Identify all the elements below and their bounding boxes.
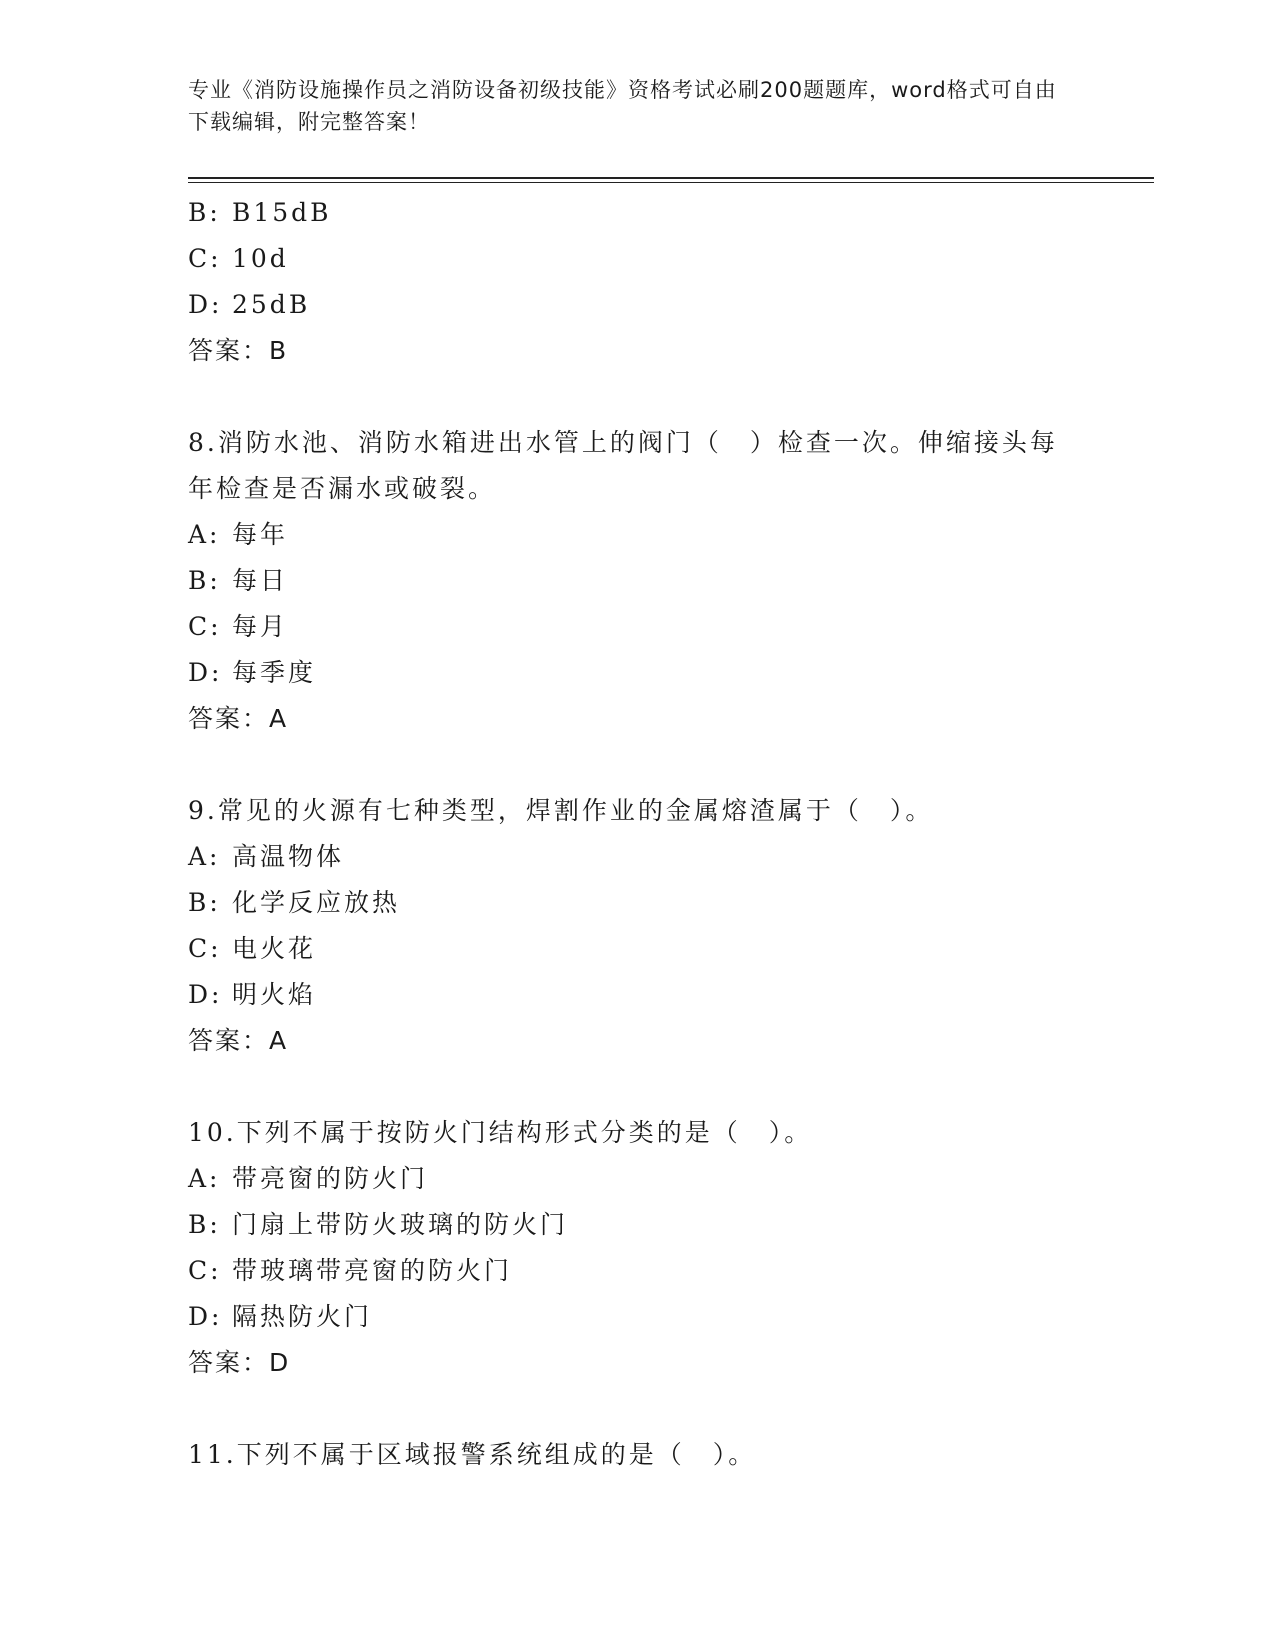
option-b: B: 化学反应放热 xyxy=(188,888,401,917)
question-block-10 xyxy=(188,1110,1088,1386)
question-text: 8.消防水池、消防水箱进出水管上的阀门（ ）检查一次。伸缩接头每年检查是否漏水或破裂。 xyxy=(188,428,1058,503)
option-c: C: 带玻璃带亮窗的防火门 xyxy=(188,1256,513,1285)
question-block-8 xyxy=(188,420,1088,742)
answer-text: 答案：D xyxy=(188,1348,291,1377)
option-b: B: 每日 xyxy=(188,566,289,595)
question-text: 11.下列不属于区域报警系统组成的是（ ）。 xyxy=(188,1440,757,1469)
option-d: D: 隔热防火门 xyxy=(188,1302,373,1331)
document-header: 专业《消防设施操作员之消防设备初级技能》资格考试必刷200题题库，word格式可自由下载编辑，附完整答案！ xyxy=(188,78,1057,134)
question-text: 10.下列不属于按防火门结构形式分类的是（ ）。 xyxy=(188,1118,813,1147)
question-block-prev xyxy=(188,190,1088,374)
header-rule-thick xyxy=(188,177,1154,179)
answer-text: 答案：B xyxy=(188,336,289,365)
option-a: A: 带亮窗的防火门 xyxy=(188,1164,429,1193)
question-list xyxy=(188,190,1088,1478)
option-c: C: 每月 xyxy=(188,612,289,641)
answer-text: 答案：A xyxy=(188,1026,289,1055)
option-b: B: 门扇上带防火玻璃的防火门 xyxy=(188,1210,569,1239)
option-a: A: 高温物体 xyxy=(188,842,345,871)
answer-text: 答案：A xyxy=(188,704,289,733)
question-block-11 xyxy=(188,1432,1088,1478)
option-c: C: 电火花 xyxy=(188,934,317,963)
option-c: C: 10d xyxy=(188,244,289,273)
question-block-9 xyxy=(188,788,1088,1064)
header-rule-thin xyxy=(188,182,1154,183)
option-a: A: 每年 xyxy=(188,520,289,549)
option-d: D: 明火焰 xyxy=(188,980,317,1009)
option-d: D: 每季度 xyxy=(188,658,317,687)
option-b: B: B15dB xyxy=(188,198,332,227)
question-text: 9.常见的火源有七种类型，焊割作业的金属熔渣属于（ ）。 xyxy=(188,796,934,825)
option-d: D: 25dB xyxy=(188,290,311,319)
